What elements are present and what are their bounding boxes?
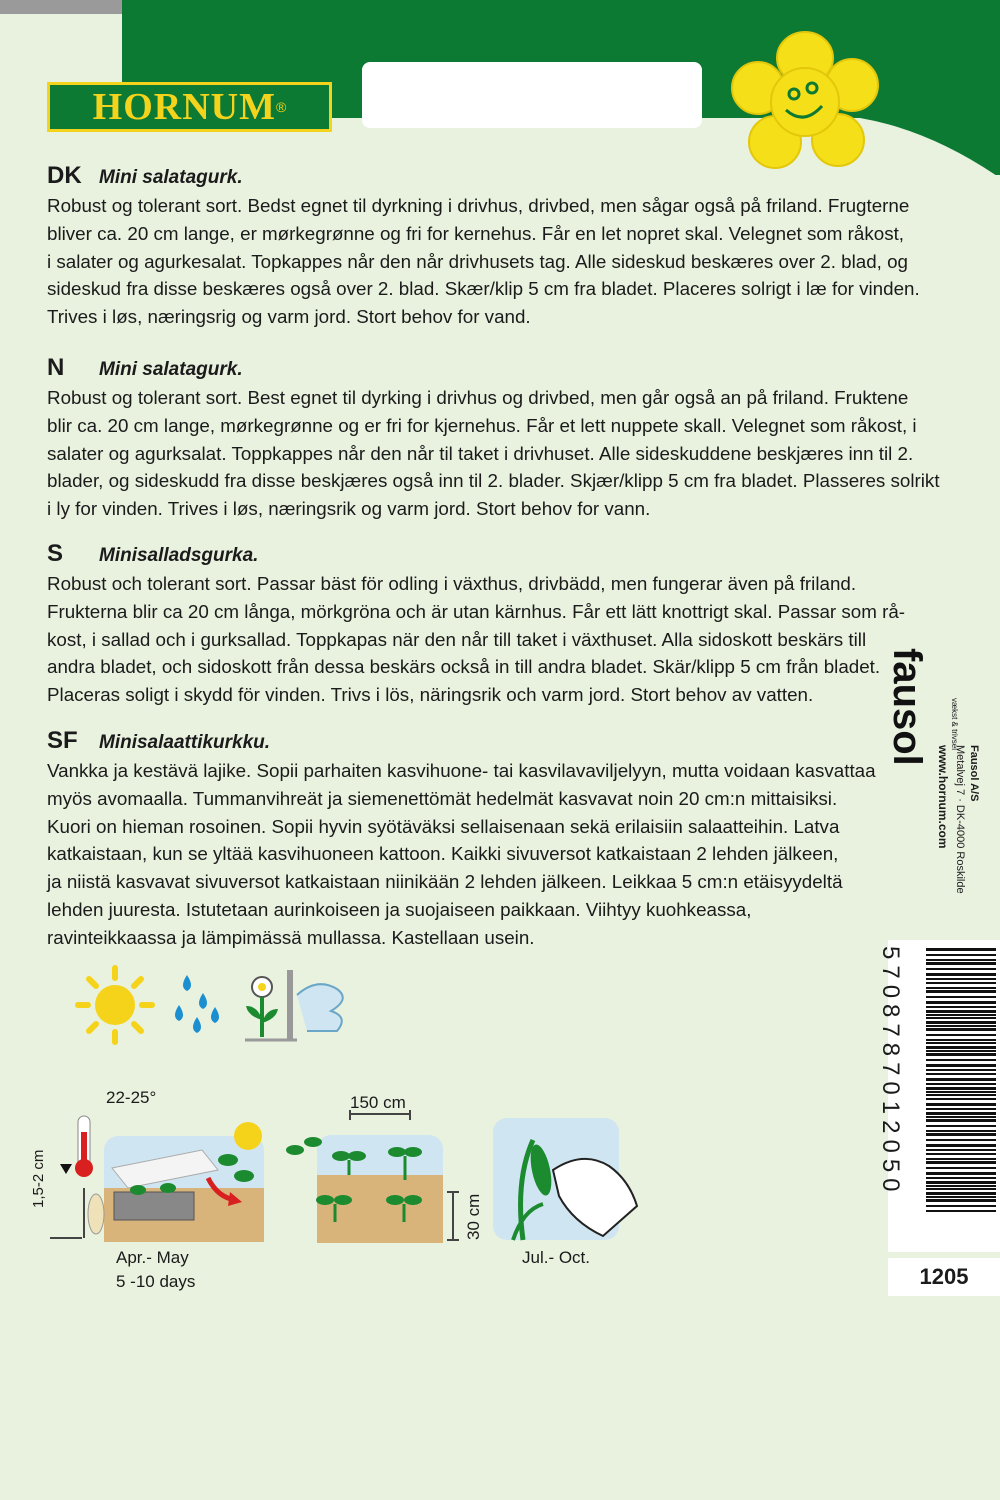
barcode-bar — [926, 1192, 996, 1195]
barcode-bar — [926, 1153, 996, 1155]
barcode-bar — [926, 1059, 996, 1061]
barcode-bar — [926, 1006, 996, 1008]
barcode-bar — [926, 1094, 996, 1096]
harvest-period: Jul.- Oct. — [522, 1248, 591, 1267]
section-title: Minisalladsgurka. — [99, 545, 259, 566]
barcode-bar — [926, 1119, 996, 1122]
section-sf — [47, 727, 977, 952]
company-name: Fausol A/S — [968, 745, 980, 802]
barcode-bar — [926, 1091, 996, 1093]
barcode-bar — [926, 1158, 996, 1160]
barcode-bar — [926, 996, 996, 998]
lang-code: N — [47, 354, 65, 381]
barcode-bar — [926, 1210, 996, 1212]
barcode-bar — [926, 1130, 996, 1132]
barcode-bar — [926, 1087, 996, 1090]
barcode-bar — [926, 1078, 996, 1081]
barcode-bar — [926, 1017, 996, 1019]
plant-spacing: 30 cm — [464, 1193, 483, 1240]
label-blank-box — [362, 62, 702, 128]
barcode-bar — [926, 968, 996, 970]
section-dk — [47, 162, 977, 331]
barcode-bar — [926, 1001, 996, 1004]
sowing-depth: 1,5-2 cm — [30, 1149, 47, 1208]
section-n — [47, 354, 977, 523]
barcode-bar — [926, 978, 996, 980]
sowing-illustration — [48, 1108, 268, 1248]
website-link[interactable]: www.hornum.com — [936, 745, 950, 849]
barcode-bar — [926, 1083, 996, 1085]
fausol-tagline: vækst & trivsel — [950, 698, 959, 751]
row-spacing: 150 cm — [350, 1093, 406, 1112]
planting-illustration — [285, 1110, 475, 1245]
section-s — [47, 540, 977, 709]
fausol-logo: fausol — [885, 648, 929, 766]
barcode-bar — [926, 982, 996, 984]
barcode-number: 5708787012050 — [877, 946, 904, 1198]
section-title: Mini salatagurk. — [99, 167, 243, 188]
barcode-bar — [926, 1021, 996, 1024]
barcode-bar — [926, 1034, 996, 1036]
barcode-bar — [926, 1053, 996, 1056]
germination-time: 5 -10 days — [116, 1272, 196, 1291]
care-icons — [75, 965, 365, 1045]
barcode-bar — [926, 1064, 996, 1067]
barcode-bar — [926, 1167, 996, 1169]
section-body: Robust og tolerant sort. Bedst egnet til dyrkning i drivhus, drivbed, men sågar også på friland. Frugterne bliver ca. 20 cm lange, er mørkegrønne og fri for kernehus. Får en let nopret skal. Velegnet som råkost, i salater og agurkesalat. Topkappes når den når drivhusets tag. Alle sideskud beskæres over 2. blad, og sideskud fra disse beskæres også over 2. blad. Skær/klip 5 cm fra bladet. Placeres solrigt i læ for vinden. Trives i løs, næringsrig og varm jord. Stort behov for vand. — [47, 195, 920, 328]
section-body: Robust og tolerant sort. Best egnet til dyrking i drivhus og drivbed, men går også an på friland. Fruktene blir ca. 20 cm lange, mørkegrønne og er fri for kjernehus. Får et lett nuppete skall. Velegnet som råkost, i salater og agurksalat. Toppkappes når den når til taket i drivhuset. Alle sideskuddene beskjæres inn til 2. blader, og sideskudd fra disse beskjæres også inn til 2. blader. Skjær/klipp 5 cm fra bladet. Plasseres solrikt i ly for vinden. Trives i løs, næringsrik og varm jord. Stort behov for vann. — [47, 387, 940, 520]
barcode — [877, 940, 1000, 1252]
sowing-period: Apr.- May — [116, 1248, 189, 1267]
smiley-flower-icon — [730, 30, 880, 170]
barcode-bar — [926, 962, 996, 965]
barcode-bar — [926, 1161, 996, 1164]
barcode-bar — [926, 1046, 996, 1049]
water-drops-icon — [175, 975, 219, 1033]
barcode-bar — [926, 1073, 996, 1075]
section-title: Mini salatagurk. — [99, 359, 243, 380]
barcode-bar — [926, 1144, 996, 1147]
barcode-bar — [926, 1028, 996, 1031]
barcode-bar — [926, 1103, 996, 1106]
lang-code: S — [47, 540, 64, 567]
barcode-bar — [926, 959, 996, 961]
lang-code: SF — [47, 727, 78, 754]
barcode-bar — [926, 954, 996, 956]
barcode-bar — [926, 1050, 996, 1052]
barcode-bar — [926, 1112, 996, 1115]
barcode-bar — [926, 1199, 996, 1202]
sun-icon — [78, 968, 152, 1042]
section-title: Minisalaattikurkku. — [99, 732, 271, 753]
barcode-bar — [926, 1125, 996, 1127]
barcode-bar — [926, 990, 996, 993]
barcode-bar — [926, 1133, 996, 1136]
hornum-logo: HORNUM ® — [47, 82, 332, 132]
barcode-bar — [926, 1042, 996, 1044]
harvest-illustration — [493, 1118, 643, 1243]
barcode-bar — [926, 1098, 996, 1100]
barcode-bar — [926, 1188, 996, 1190]
section-body: Vankka ja kestävä lajike. Sopii parhaiten kasvihuone- tai kasvilavaviljelyyn, mutta voidaan kasvattaa myös avomaalla. Tummanvihreät ja siemenettömät hedelmät kasvavat noin 20 cm:n mittaisiksi. Kuori on hieman rosoinen. Sopii hyvin syötäväksi sellaisenaan sekä erilaisiin salaatteihin. Latva katkaistaan, kun se yltää kasvihuoneen kattoon. Kaikki sivuversot katkaistaan 2 lehden jälkeen, ja niistä kasvavat sivuversot katkaistaan niinikään 2 lehden jälkeen. Leikkaa 5 cm:n etäisyydeltä lehden juuresta. Istutetaan aurinkoiseen ja suojaiseen paikkaan. Viihtyy kuohkeassa, ravinteikkaassa ja lämpimässä mullassa. Kastellaan usein. — [47, 760, 876, 948]
barcode-bar — [926, 1014, 996, 1016]
barcode-bar — [926, 1108, 996, 1110]
barcode-bar — [926, 1181, 996, 1184]
company-address: Metalvej 7 · DK-4000 Roskilde — [954, 745, 966, 894]
barcode-bar — [926, 1039, 996, 1041]
wind-shelter-icon — [245, 970, 343, 1040]
barcode-bar — [926, 948, 996, 951]
barcode-bar — [926, 1172, 996, 1175]
barcode-bar — [926, 1185, 996, 1187]
barcode-bar — [926, 1177, 996, 1179]
barcode-bar — [926, 1116, 996, 1118]
barcode-bar — [926, 1149, 996, 1151]
barcode-bar — [926, 973, 996, 976]
sowing-temperature: 22-25° — [106, 1088, 157, 1107]
barcode-bar — [926, 1010, 996, 1013]
barcode-bar — [926, 987, 996, 989]
article-number: 1205 — [888, 1258, 1000, 1296]
barcode-bar — [926, 1025, 996, 1027]
barcode-bar — [926, 1139, 996, 1141]
lang-code: DK — [47, 162, 82, 189]
barcode-bar — [926, 1205, 996, 1207]
barcode-bar — [926, 1196, 996, 1198]
section-body: Robust och tolerant sort. Passar bäst för odling i växthus, drivbädd, men fungerar även på friland. Frukterna blir ca 20 cm långa, mörkgröna och är utan kärnhus. Får ett lätt knottrigt skal. Passar som rå- kost, i sallad och i gurksallad. Toppkapas när den når till taket i växthuset. Alla sidoskott beskärs till andra bladet, och sidoskott från dessa beskärs också in till andra bladet. Skär/klipp 5 cm från bladet. Placeras soligt i skydd för vinden. Trivs i lös, näringsrik och varm jord. Stort behov av vatten. — [47, 573, 906, 706]
barcode-bar — [926, 1069, 996, 1071]
